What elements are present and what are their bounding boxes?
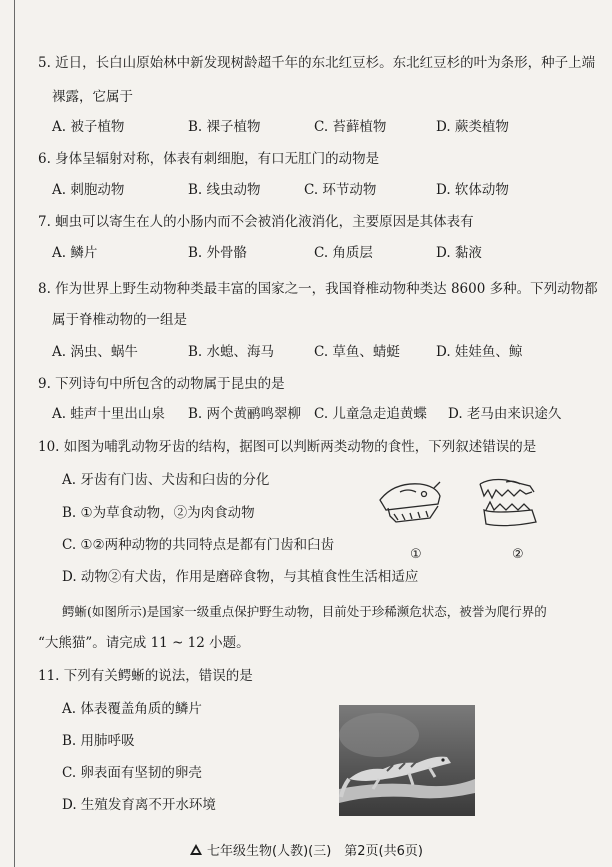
q6-option-b[interactable]: B. 线虫动物 — [188, 182, 261, 198]
q11-stem: 11. 下列有关鳄蜥的说法，错误的是 — [38, 668, 253, 684]
q7-option-b[interactable]: B. 外骨骼 — [188, 245, 248, 261]
q10-option-d[interactable]: D. 动物②有犬齿，作用是磨碎食物，与其植食性生活相适应 — [62, 569, 419, 585]
q6-stem: 6. 身体呈辐射对称，体表有刺细胞，有口无肛门的动物是 — [38, 151, 380, 167]
q11-option-d[interactable]: D. 生殖发育离不开水环境 — [62, 797, 216, 813]
q7-option-d[interactable]: D. 黏液 — [436, 245, 482, 261]
q10-option-a[interactable]: A. 牙齿有门齿、犬齿和臼齿的分化 — [62, 472, 270, 488]
q8-stem-line2: 属于脊椎动物的一组是 — [52, 312, 187, 328]
q7-option-a[interactable]: A. 鳞片 — [52, 245, 98, 261]
fig-label-1: ① — [410, 547, 422, 562]
q7-option-c[interactable]: C. 角质层 — [314, 245, 373, 261]
passage-line1: 鳄蜥(如图所示)是国家一级重点保护野生动物，目前处于珍稀濒危状态，被誉为爬行界的 — [62, 604, 547, 619]
carnivore-skull-drawing — [480, 480, 536, 526]
q11-option-a[interactable]: A. 体表覆盖角质的鳞片 — [62, 701, 202, 717]
q5-option-b[interactable]: B. 裸子植物 — [188, 119, 261, 135]
q6-option-d[interactable]: D. 软体动物 — [436, 182, 509, 198]
q8-option-a[interactable]: A. 涡虫、蜗牛 — [52, 344, 138, 360]
q5-option-d[interactable]: D. 蕨类植物 — [436, 119, 509, 135]
q5-stem-line1: 5. 近日，长白山原始林中新发现树龄超千年的东北红豆杉。东北红豆杉的叶为条形，种子上端 — [38, 55, 596, 71]
page-footer — [0, 840, 612, 860]
q11-option-b[interactable]: B. 用肺呼吸 — [62, 733, 135, 749]
herbivore-skull-drawing — [380, 482, 440, 522]
q6-option-c[interactable]: C. 环节动物 — [304, 182, 377, 198]
q8-stem-line1: 8. 作为世界上野生动物种类最丰富的国家之一，我国脊椎动物种类达 8600 多种。下列动物都 — [38, 281, 598, 297]
passage-line2: “大熊猫”。请完成 11 ~ 12 小题。 — [38, 635, 250, 651]
q9-stem: 9. 下列诗句中所包含的动物属于昆虫的是 — [38, 376, 285, 392]
q11-option-c[interactable]: C. 卵表面有坚韧的卵壳 — [62, 765, 202, 781]
q9-option-a[interactable]: A. 蛙声十里出山泉 — [52, 406, 165, 422]
q9-option-c[interactable]: C. 儿童急走追黄蝶 — [314, 406, 427, 422]
fig-label-2: ② — [512, 547, 524, 562]
q6-option-a[interactable]: A. 刺胞动物 — [52, 182, 125, 198]
q8-option-b[interactable]: B. 水螅、海马 — [188, 344, 275, 360]
crocodile-lizard-photo — [339, 705, 475, 816]
teeth-structure-figure — [374, 474, 554, 570]
q8-option-c[interactable]: C. 草鱼、蜻蜓 — [314, 344, 400, 360]
q10-option-c[interactable]: C. ①②两种动物的共同特点是都有门齿和臼齿 — [62, 537, 335, 553]
q10-option-b[interactable]: B. ①为草食动物，②为肉食动物 — [62, 505, 255, 521]
q9-option-b[interactable]: B. 两个黄鹂鸣翠柳 — [188, 406, 302, 422]
q5-stem-line2: 裸露，它属于 — [52, 89, 133, 105]
q5-option-a[interactable]: A. 被子植物 — [52, 119, 125, 135]
q9-option-d[interactable]: D. 老马由来识途久 — [448, 406, 562, 422]
logo-triangle-icon — [189, 843, 203, 860]
q8-option-d[interactable]: D. 娃娃鱼、鲸 — [436, 344, 523, 360]
q7-stem: 7. 蛔虫可以寄生在人的小肠内而不会被消化液消化，主要原因是其体表有 — [38, 214, 474, 230]
footer-text: 七年级生物(人教)(三) 第2页(共6页) — [207, 844, 423, 859]
page-edge-line — [14, 0, 15, 867]
q5-option-c[interactable]: C. 苔藓植物 — [314, 119, 387, 135]
q10-stem: 10. 如图为哺乳动物牙齿的结构，据图可以判断两类动物的食性，下列叙述错误的是 — [38, 439, 537, 455]
